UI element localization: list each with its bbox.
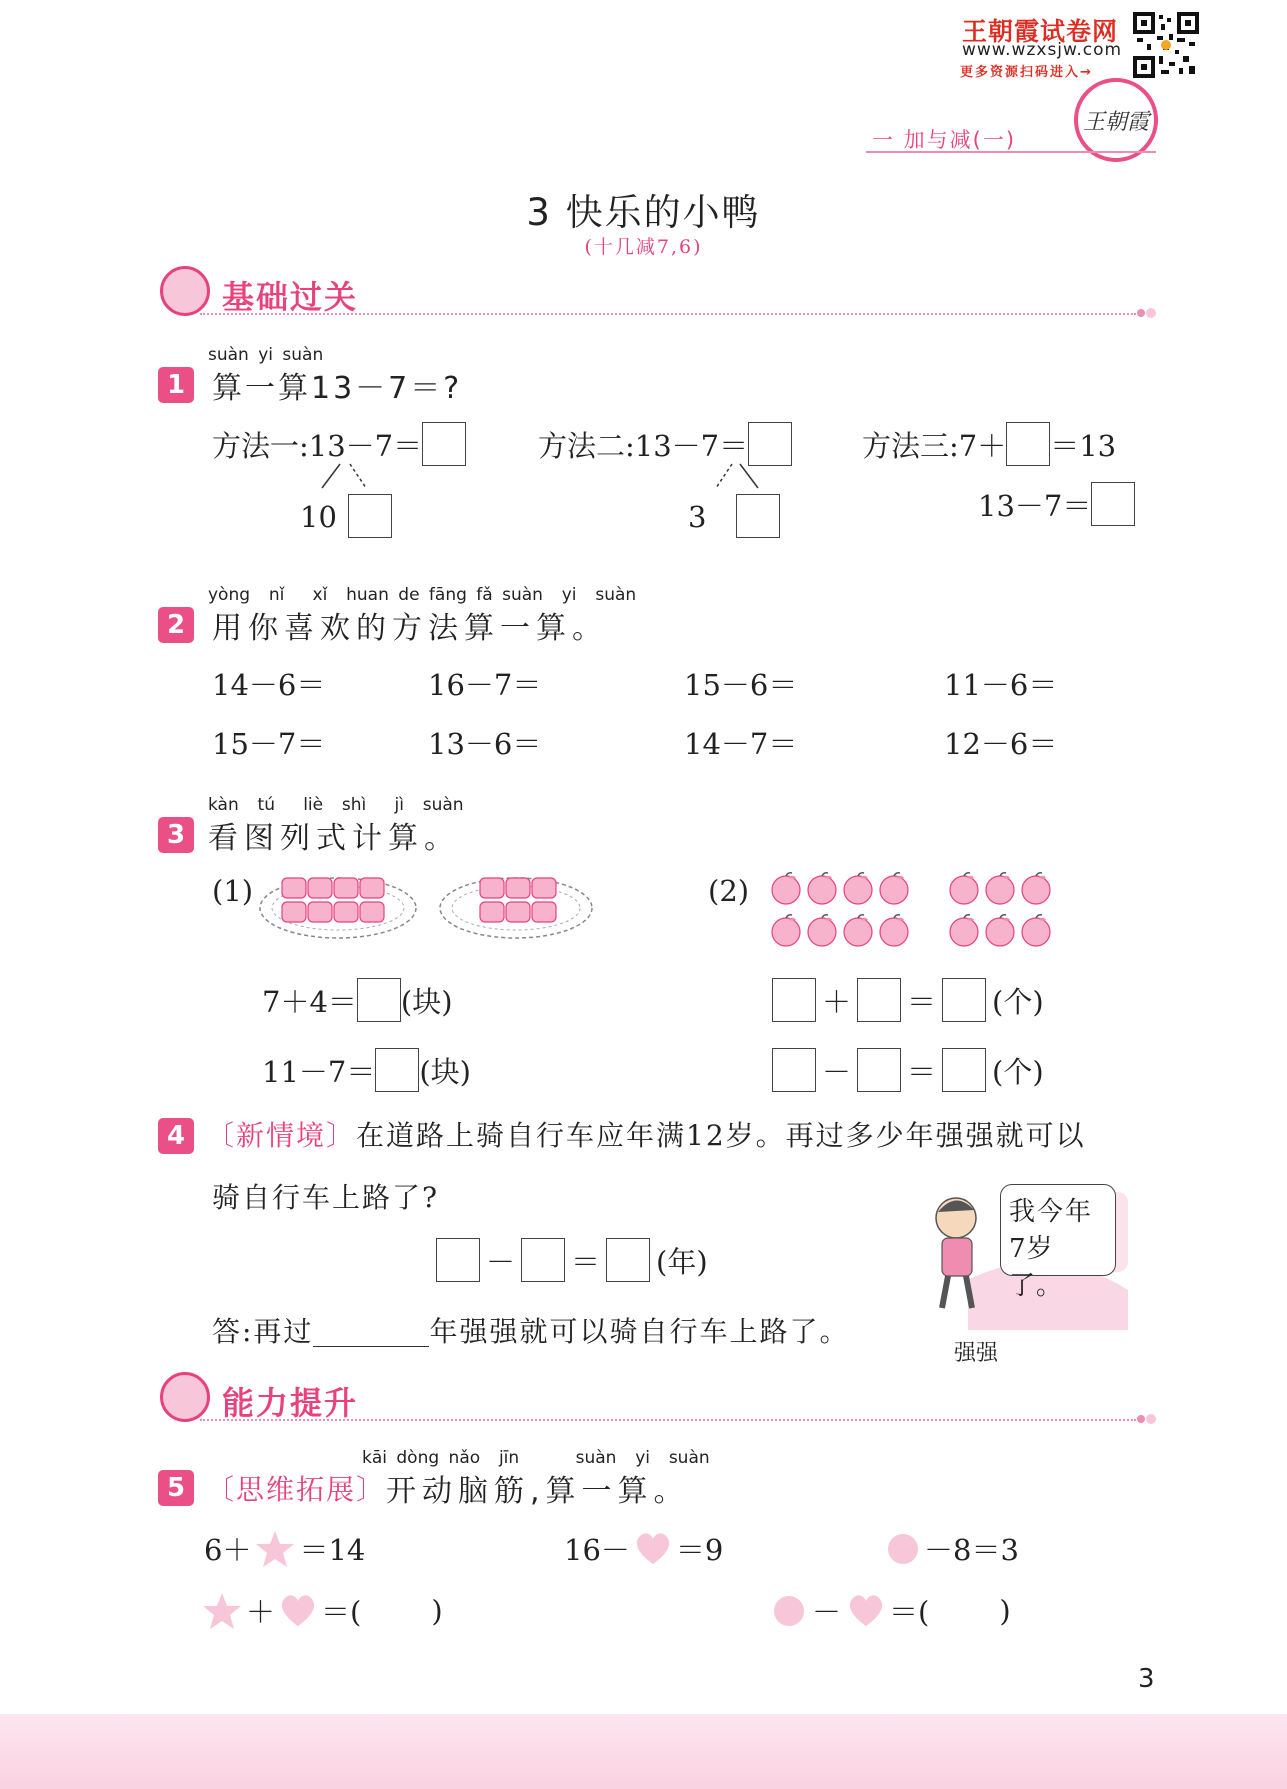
q1-method3-tail: ＝13 (1050, 428, 1117, 463)
q5-eq1 (204, 1528, 365, 1569)
q4-number: 4 (158, 1118, 194, 1154)
q2-row1-eq4: 11－6＝ (944, 668, 1058, 702)
q2-row2-eq4: 12－6＝ (944, 727, 1058, 761)
q1-method1-label: 方法一:13－7＝ (212, 428, 423, 463)
unit-label: 一 加与减(一) (872, 128, 1017, 152)
q4-equation (436, 1238, 708, 1282)
q3-number: 3 (158, 817, 194, 853)
q4-text1: 在道路上骑自行车应年满12岁。再过多少年强强就可以 (356, 1119, 1086, 1152)
q2-pinyin: yòng nǐ xǐ huan de fāng fǎ suàn yi suàn (208, 585, 637, 605)
q3-part2-label: (2) (708, 874, 750, 908)
circle-icon (886, 1532, 920, 1566)
q5-eq5-close: ) (999, 1593, 1011, 1628)
q1-method1 (212, 422, 466, 466)
q1-method3 (862, 422, 1116, 466)
q1-number: 1 (158, 367, 194, 403)
site-url[interactable]: www.wzxsjw.com (962, 40, 1123, 60)
q4-answer-post: 年强强就可以骑自行车上路了。 (429, 1315, 850, 1348)
q3-part2-eq1-equals: ＝ (907, 984, 937, 1019)
q3-part1-eq1-unit: (块) (400, 984, 453, 1019)
q1-method3-answer-box[interactable] (1006, 422, 1050, 466)
q1-method2-split-three: 3 (688, 500, 707, 534)
q1-method2-split-lines (706, 462, 776, 492)
q3-part2-eq2-unit: (个) (992, 1054, 1044, 1089)
q5-eq3 (886, 1528, 1019, 1569)
q4-tag: 〔新情境〕 (206, 1119, 357, 1152)
q5-text-line (206, 1466, 690, 1510)
q3-part1-eq1-box[interactable] (357, 978, 401, 1022)
q4-box3[interactable] (606, 1238, 650, 1282)
divider-dots-icon-2 (1136, 1411, 1160, 1430)
heart-icon-2 (279, 1594, 317, 1628)
q5-text: 开动脑筋,算一算。 (386, 1474, 690, 1509)
q1-method3-line2-box[interactable] (1091, 482, 1135, 526)
q3-part1-eq2 (262, 1048, 471, 1092)
lesson-subtitle: (十几减7,6) (584, 236, 703, 258)
q1-pinyin: suàn yi suàn (208, 345, 324, 365)
section-title-basic: 基础过关 (222, 278, 359, 316)
q1-method3-line2-label: 13－7＝ (978, 488, 1092, 523)
q3-part2-eq2-box1[interactable] (772, 1048, 816, 1092)
q3-part2-eq1-box1[interactable] (772, 978, 816, 1022)
q1-method3-line2 (978, 482, 1135, 526)
q3-part2-eq2-box3[interactable] (942, 1048, 986, 1092)
q1-method1-split-lines (310, 462, 380, 492)
q3-part1-eq2-text: 11－7＝ (262, 1054, 376, 1089)
heart-icon (634, 1532, 672, 1566)
q5-eq5-post: ＝( (889, 1595, 930, 1629)
q4-box1[interactable] (436, 1238, 480, 1282)
q2-row2-eq2: 13－6＝ (428, 727, 542, 761)
q3-plate-cakes-illustration (258, 868, 598, 940)
q1-method3-label: 方法三:7＋ (862, 428, 1007, 463)
q5-tag: 〔思维拓展〕 (206, 1473, 387, 1506)
q5-eq1-post: ＝14 (299, 1533, 366, 1567)
q2-row1-eq1: 14－6＝ (212, 668, 326, 702)
q4-equals: ＝ (571, 1244, 601, 1279)
q3-part2-eq2 (772, 1048, 1044, 1092)
q4-answer-blank[interactable] (313, 1313, 429, 1347)
qr-code[interactable] (1133, 12, 1199, 78)
q3-part2-eq1 (772, 978, 1044, 1022)
q4-bubble-line1: 我今年 (1009, 1197, 1094, 1227)
unit-underline (866, 151, 1156, 153)
q2-number: 2 (158, 607, 194, 643)
q5-eq2-post: ＝9 (675, 1533, 724, 1567)
q3-part2-eq1-box2[interactable] (857, 978, 901, 1022)
section-mascot-icon (160, 266, 210, 316)
q5-eq4 (202, 1590, 443, 1631)
badge-text: 王朝霞 (1082, 109, 1149, 135)
q2-text: 用你喜欢的方法算一算。 (212, 611, 608, 646)
q3-part2-eq2-minus: － (822, 1054, 852, 1089)
q2-row2-eq3: 14－7＝ (684, 727, 798, 761)
q5-eq5-minus: － (812, 1595, 842, 1629)
q3-part2-eq2-box2[interactable] (857, 1048, 901, 1092)
q5-eq4-plus: ＋ (246, 1595, 276, 1629)
star-icon (255, 1530, 295, 1568)
q1-method1-split-box[interactable] (348, 494, 392, 538)
brand-logo: 王朝霞试卷网 (962, 17, 1119, 46)
q4-text-line2: 骑自行车上路了? (212, 1181, 440, 1214)
q2-row2-eq1: 15－7＝ (212, 727, 326, 761)
q2-row1-eq3: 15－6＝ (684, 668, 798, 702)
q5-eq4-close: ) (431, 1593, 443, 1628)
q3-pinyin: kàn tú liè shì jì suàn (208, 795, 464, 815)
q3-part2-eq2-equals: ＝ (907, 1054, 937, 1089)
q1-method2-answer-box[interactable] (748, 422, 792, 466)
q1-text: 算一算13－7＝? (212, 371, 463, 406)
q1-method1-answer-box[interactable] (422, 422, 466, 466)
q3-part2-eq1-box3[interactable] (942, 978, 986, 1022)
q4-minus: － (486, 1244, 516, 1279)
q1-method2 (538, 422, 792, 466)
brand-badge-icon (1074, 78, 1158, 162)
q5-eq3-post: －8＝3 (924, 1533, 1019, 1567)
q5-eq4-post: ＝( (321, 1595, 362, 1629)
q3-part1-eq1-text: 7＋4＝ (262, 984, 357, 1019)
heart-icon-3 (847, 1594, 885, 1628)
section-divider-2 (200, 1419, 1136, 1421)
lesson-title: 3 快乐的小鸭 (526, 191, 761, 234)
q4-speech-bubble (1000, 1184, 1116, 1301)
q5-eq5 (772, 1590, 1011, 1631)
q5-eq2-pre: 16－ (564, 1533, 630, 1567)
q4-box2[interactable] (521, 1238, 565, 1282)
section-mascot-icon-2 (160, 1372, 210, 1422)
q3-apples-illustration (770, 870, 1060, 954)
q4-answer-pre: 答:再过 (212, 1315, 314, 1348)
q4-unit: (年) (656, 1244, 708, 1279)
q3-part2-eq1-unit: (个) (992, 984, 1044, 1019)
q3-part1-eq2-unit: (块) (419, 1054, 471, 1089)
section-divider (200, 313, 1136, 315)
q3-part1-eq1 (262, 978, 453, 1022)
q3-part1-eq2-box[interactable] (375, 1048, 419, 1092)
star-icon-2 (202, 1592, 242, 1630)
q5-eq1-pre: 6＋ (204, 1533, 252, 1567)
q1-method2-label: 方法二:13－7＝ (538, 428, 749, 463)
q4-answer (212, 1310, 849, 1350)
q5-eq2 (564, 1528, 723, 1569)
section-title-advanced: 能力提升 (222, 1384, 359, 1422)
q5-number: 5 (158, 1470, 194, 1506)
q1-method2-split-box[interactable] (736, 494, 780, 538)
q4-bubble-line2: 7岁了。 (1009, 1234, 1064, 1301)
q5-pinyin: kāi dòng nǎo jīn suàn yi suàn (362, 1448, 710, 1468)
q4-text-line1 (206, 1114, 1086, 1154)
page-number: 3 (1138, 1664, 1155, 1694)
q3-text: 看图列式计算。 (208, 821, 460, 856)
circle-icon-2 (772, 1594, 806, 1628)
footer-band (0, 1714, 1287, 1789)
q1-method1-split-ten: 10 (300, 500, 337, 534)
q3-part1-label: (1) (212, 874, 254, 908)
scan-tip: 更多资源扫码进入→ (960, 65, 1093, 80)
q3-part2-eq1-plus: ＋ (822, 984, 852, 1019)
divider-dots-icon (1136, 305, 1160, 324)
q2-row1-eq2: 16－7＝ (428, 668, 542, 702)
q4-character-name: 强强 (954, 1341, 999, 1366)
